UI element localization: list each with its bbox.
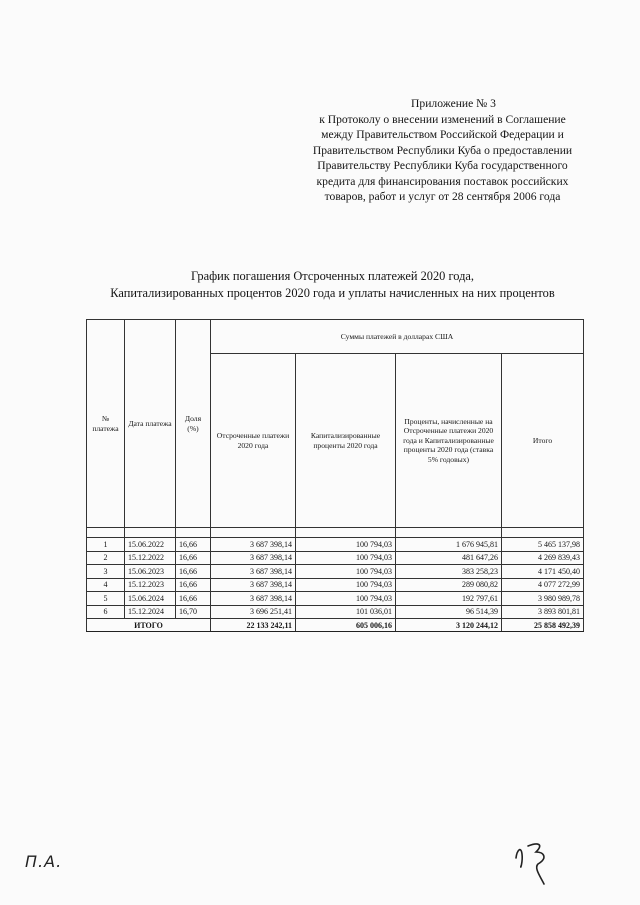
handwritten-signature-icon: [508, 832, 558, 890]
cell-date: 15.12.2023: [125, 578, 176, 592]
cell-date: 15.12.2024: [125, 605, 176, 619]
annex-line-1: к Протоколу о внесении изменений в Соглашение: [319, 112, 566, 126]
annex-line-3: Правительством Республики Куба о предоставлении: [312, 143, 573, 157]
cell-date: 15.06.2023: [125, 565, 176, 579]
title-line-1: График погашения Отсроченных платежей 2020 года,: [191, 269, 474, 283]
cell-capitalized: 100 794,03: [296, 551, 396, 565]
cell-total: 4 171 450,40: [502, 565, 584, 579]
cell-total: 4 269 839,43: [502, 551, 584, 565]
header-payment-no: № платежа: [87, 320, 125, 528]
annex-header: [300, 96, 585, 205]
annex-line-2: между Правительством Российской Федерации и: [321, 128, 564, 141]
cell-deferred: 3 687 398,14: [211, 592, 296, 606]
cell-deferred: 3 696 251,41: [211, 605, 296, 619]
table-row: [87, 551, 584, 565]
cell-capitalized: 100 794,03: [296, 578, 396, 592]
cell-deferred: 3 687 398,14: [211, 551, 296, 565]
cell-interest: 1 676 945,81: [396, 538, 502, 552]
table-row: [87, 538, 584, 552]
cell-total: 3 980 989,78: [502, 592, 584, 606]
cell-no: 6: [87, 605, 125, 619]
cell-share: 16,66: [176, 551, 211, 565]
header-share: Доля (%): [176, 320, 211, 528]
header-payment-date: Дата платежа: [125, 320, 176, 528]
cell-share: 16,66: [176, 565, 211, 579]
cell-deferred: 3 687 398,14: [211, 578, 296, 592]
header-capitalized-interest: Капитализированные проценты 2020 года: [296, 354, 396, 528]
spacer-row: [87, 528, 584, 538]
annex-line-5: кредита для финансирования поставок российских: [316, 174, 569, 188]
header-total: Итого: [502, 354, 584, 528]
cell-capitalized: 100 794,03: [296, 538, 396, 552]
header-amounts-group: Суммы платежей в долларах США: [211, 320, 584, 354]
cell-interest: 383 258,23: [396, 565, 502, 579]
annex-line-4: Правительству Республики Куба государственного: [317, 159, 568, 172]
totals-capitalized: 605 006,16: [296, 619, 396, 632]
table-row: [87, 565, 584, 579]
totals-row: [87, 619, 584, 632]
cell-deferred: 3 687 398,14: [211, 565, 296, 579]
cell-capitalized: 100 794,03: [296, 565, 396, 579]
cell-interest: 481 647,26: [396, 551, 502, 565]
cell-no: 1: [87, 538, 125, 552]
cell-no: 5: [87, 592, 125, 606]
cell-date: 15.06.2022: [125, 538, 176, 552]
table-row: [87, 605, 584, 619]
cell-no: 2: [87, 551, 125, 565]
cell-deferred: 3 687 398,14: [211, 538, 296, 552]
document-title: [70, 268, 595, 302]
cell-share: 16,70: [176, 605, 211, 619]
cell-no: 3: [87, 565, 125, 579]
cell-interest: 192 797,61: [396, 592, 502, 606]
cell-date: 15.06.2024: [125, 592, 176, 606]
cell-no: 4: [87, 578, 125, 592]
cell-capitalized: 100 794,03: [296, 592, 396, 606]
cell-interest: 289 080,82: [396, 578, 502, 592]
cell-total: 3 893 801,81: [502, 605, 584, 619]
title-line-2: Капитализированных процентов 2020 года и уплаты начисленных на них процентов: [110, 286, 555, 300]
header-deferred-payments: Отсроченные платежи 2020 года: [211, 354, 296, 528]
totals-interest: 3 120 244,12: [396, 619, 502, 632]
cell-date: 15.12.2022: [125, 551, 176, 565]
totals-deferred: 22 133 242,11: [211, 619, 296, 632]
annex-line-6: товаров, работ и услуг от 28 сентября 2006 года: [324, 190, 561, 203]
cell-interest: 96 514,39: [396, 605, 502, 619]
cell-capitalized: 101 036,01: [296, 605, 396, 619]
header-accrued-interest: Проценты, начисленные на Отсроченные платежи 2020 года и Капитализированные проценты 2020 года (ставка 5% годовых): [396, 354, 502, 528]
cell-share: 16,66: [176, 592, 211, 606]
cell-share: 16,66: [176, 578, 211, 592]
cell-total: 5 465 137,98: [502, 538, 584, 552]
cell-total: 4 077 272,99: [502, 578, 584, 592]
cell-share: 16,66: [176, 538, 211, 552]
table-row: [87, 578, 584, 592]
totals-label: ИТОГО: [87, 619, 211, 632]
annex-number: Приложение № 3: [411, 97, 496, 110]
payment-schedule-table: [86, 319, 584, 632]
table-row: [87, 592, 584, 606]
initials-signature: П.А.: [25, 852, 63, 871]
totals-total: 25 858 492,39: [502, 619, 584, 632]
